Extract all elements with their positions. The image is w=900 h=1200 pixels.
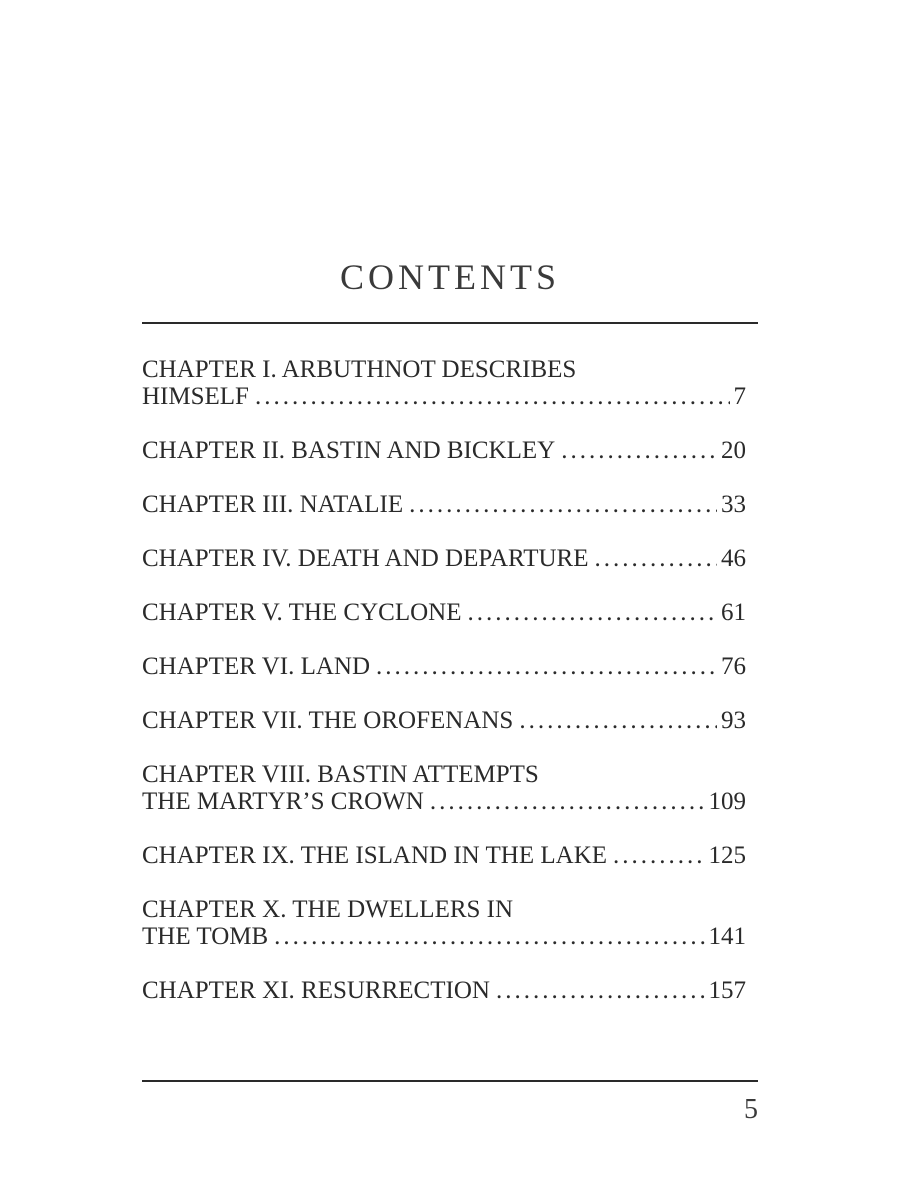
toc-entry-chapter-3 [142, 491, 746, 518]
page-number-folio: 5 [744, 1094, 758, 1125]
toc-entry-title-line: CHAPTER VIII. BASTIN ATTEMPTS [142, 761, 539, 788]
toc-entry-chapter-11 [142, 977, 746, 1004]
toc-entry-chapter-10 [142, 896, 746, 950]
toc-entry-page-number: 125 [708, 842, 746, 869]
toc-entry-chapter-2 [142, 437, 746, 464]
toc-entry-page-number: 33 [721, 491, 746, 518]
toc-entry-page-number: 20 [721, 437, 746, 464]
toc-entry-page-number: 61 [721, 599, 746, 626]
bottom-rule [142, 1080, 758, 1082]
dot-leader [376, 653, 717, 680]
dot-leader [519, 707, 717, 734]
toc-entry-label: HIMSELF [142, 383, 249, 410]
toc-entry-label: CHAPTER III. NATALIE [142, 491, 404, 518]
toc-entry-label: CHAPTER XI. RESURRECTION [142, 977, 490, 1004]
toc-entry-chapter-7 [142, 707, 746, 734]
toc-entry-chapter-6 [142, 653, 746, 680]
toc-entry-label: CHAPTER VII. THE OROFENANS [142, 707, 514, 734]
toc-entry-page-number: 46 [721, 545, 746, 572]
toc-entry-label: CHAPTER V. THE CYCLONE [142, 599, 462, 626]
toc-entry-title-line: CHAPTER I. ARBUTHNOT DESCRIBES [142, 356, 577, 383]
toc-entry-page-number: 93 [721, 707, 746, 734]
toc-entry-page-number: 141 [708, 923, 746, 950]
table-of-contents [142, 356, 746, 1031]
toc-entry-label: CHAPTER IX. THE ISLAND IN THE LAKE [142, 842, 608, 869]
toc-entry-label: CHAPTER IV. DEATH AND DEPARTURE [142, 545, 589, 572]
dot-leader [561, 437, 717, 464]
toc-entry-label: CHAPTER VI. LAND [142, 653, 371, 680]
toc-entry-page-number: 109 [708, 788, 746, 815]
toc-entry-chapter-4 [142, 545, 746, 572]
toc-entry-chapter-1 [142, 356, 746, 410]
top-rule [142, 322, 758, 324]
dot-leader [255, 383, 730, 410]
toc-entry-label: THE MARTYR’S CROWN [142, 788, 424, 815]
toc-entry-title-line: CHAPTER X. THE DWELLERS IN [142, 896, 514, 923]
dot-leader [274, 923, 704, 950]
toc-entry-page-number: 76 [721, 653, 746, 680]
dot-leader [496, 977, 705, 1004]
dot-leader [613, 842, 704, 869]
toc-entry-label: THE TOMB [142, 923, 269, 950]
dot-leader [409, 491, 717, 518]
toc-entry-page-number: 7 [733, 383, 746, 410]
toc-entry-page-number: 157 [708, 977, 746, 1004]
toc-entry-chapter-5 [142, 599, 746, 626]
dot-leader [467, 599, 717, 626]
dot-leader [430, 788, 705, 815]
contents-title: CONTENTS [340, 257, 560, 297]
toc-entry-label: CHAPTER II. BASTIN AND BICKLEY [142, 437, 556, 464]
dot-leader [594, 545, 717, 572]
toc-entry-chapter-9 [142, 842, 746, 869]
toc-entry-chapter-8 [142, 761, 746, 815]
